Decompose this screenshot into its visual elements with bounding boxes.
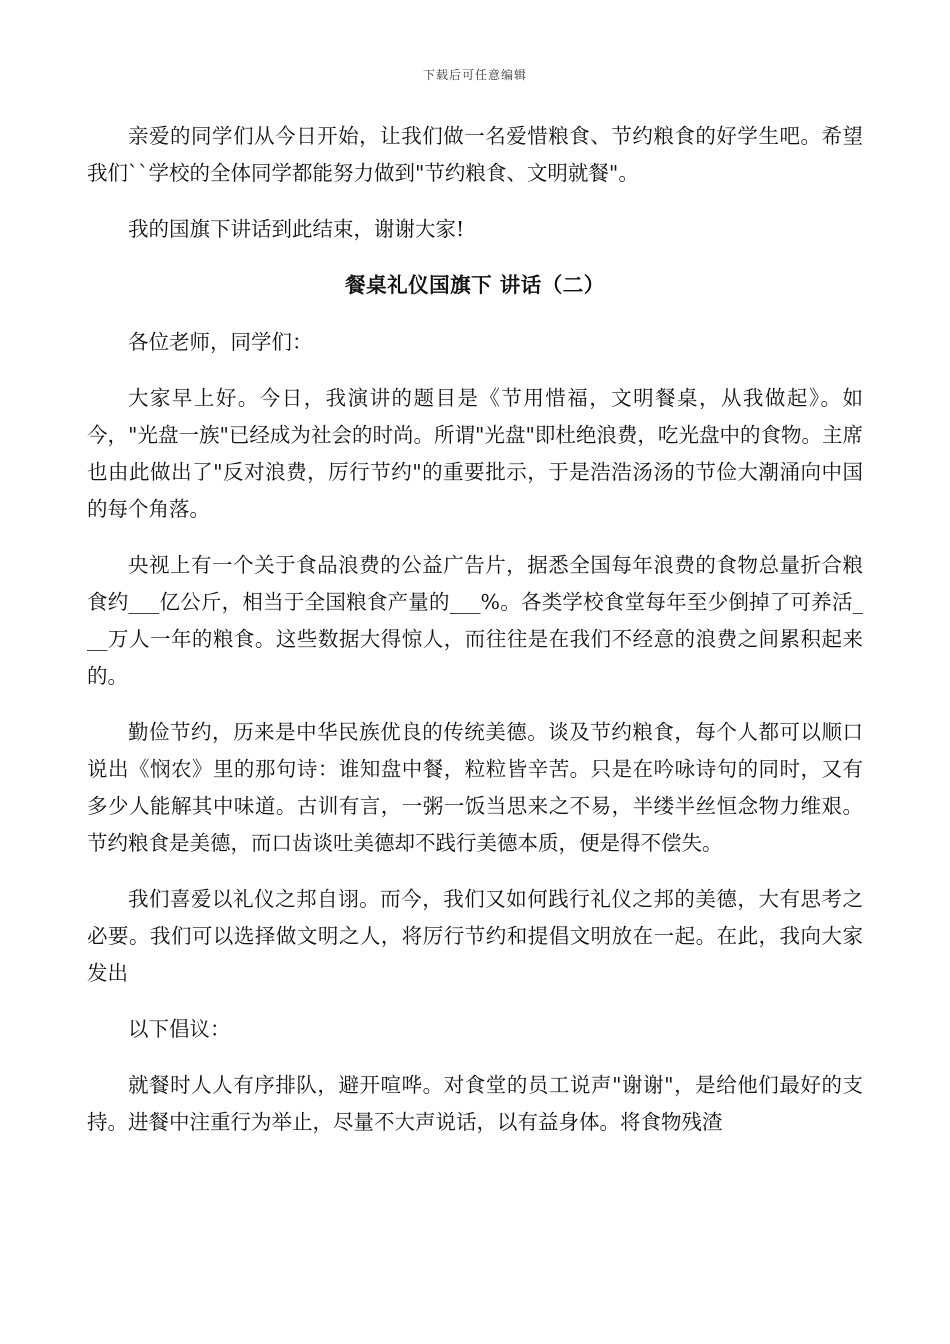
paragraph-proposal-lead: 以下倡议：: [128, 1017, 231, 1041]
paragraph-statistics: 央视上有一个关于食品浪费的公益广告片，据悉全国每年浪费的食物总量折合粮食约___亿公斤，相当于全国粮食产量的___%。各类学校食堂每年至少倒掉了可养活___万人一年的粮食。这些数据大得惊人，而往往是在我们不经意的浪费之间累积起来的。: [87, 553, 863, 688]
section-title: 餐桌礼仪国旗下 讲话（二）: [345, 273, 605, 297]
paragraph-etiquette: 我们喜爱以礼仪之邦自诩。而今，我们又如何践行礼仪之邦的美德，大有思考之必要。我们可以选择做文明之人，将厉行节约和提倡文明放在一起。在此，我向大家发出: [87, 887, 863, 985]
paragraph-greeting: 各位老师，同学们：: [128, 330, 313, 354]
paragraph-virtue: 勤俭节约，历来是中华民族优良的传统美德。谈及节约粮食，每个人都可以顺口说出《悯农》里的那句诗：谁知盘中餐，粒粒皆辛苦。只是在吟咏诗句的同时，又有多少人能解其中味道。古训有言，一粥一饭当思来之不易，半缕半丝恒念物力维艰。节约粮食是美德，而口齿谈吐美德却不践行美德本质，便是得不偿失。: [87, 720, 863, 855]
paragraph-proposal: 就餐时人人有序排队，避开喧哗。对食堂的员工说声"谢谢"，是给他们最好的支持。进餐中注重行为举止，尽量不大声说话，以有益身体。将食物残渣: [87, 1073, 863, 1134]
page-header-note: 下载后可任意编辑: [422, 68, 527, 82]
document-body: [87, 118, 863, 1160]
paragraph-speech-end: 我的国旗下讲话到此结束，谢谢大家!: [128, 217, 465, 241]
paragraph-intro: 大家早上好。今日，我演讲的题目是《节用惜福，文明餐桌，从我做起》。如今，"光盘一族"已经成为社会的时尚。所谓"光盘"即杜绝浪费，吃光盘中的食物。主席也由此做出了"反对浪费，厉行节约"的重要批示，于是浩浩汤汤的节俭大潮涌向中国的每个角落。: [87, 386, 863, 521]
paragraph-closing-appeal: 亲爱的同学们从今日开始，让我们做一名爱惜粮食、节约粮食的好学生吧。希望我们``学校的全体同学都能努力做到"节约粮食、文明就餐"。: [87, 124, 863, 185]
